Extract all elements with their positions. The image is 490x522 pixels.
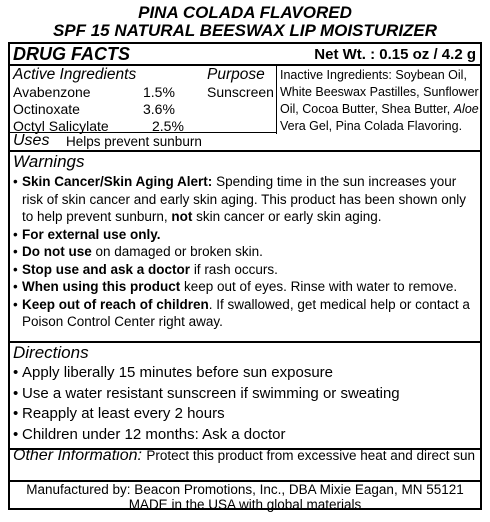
warning-label: For external use only.	[22, 226, 161, 242]
ingredients-section	[10, 66, 480, 134]
directions-section	[10, 343, 480, 447]
warnings-section	[10, 152, 480, 338]
warning-label: Stop use and ask a doctor	[22, 261, 191, 277]
warning-item: • Keep out of reach of children. If swallowed, get medical help or contact a Poison Control Center right away.	[22, 296, 477, 331]
active-ingredients-heading: Active Ingredients	[13, 66, 137, 83]
product-flavor-title: PINA COLADA FLAVORED	[138, 3, 352, 22]
warning-label: Keep out of reach of children	[22, 296, 209, 312]
warnings-list	[22, 173, 477, 331]
directions-list	[22, 363, 477, 445]
ingredient-percent: 2.5%	[152, 118, 184, 134]
inactive-ingredients-block	[280, 67, 480, 135]
direction-item: • Apply liberally 15 minutes before sun exposure	[22, 363, 477, 384]
inactive-label: Inactive Ingredients:	[280, 68, 392, 82]
warning-item	[22, 226, 477, 244]
inactive-text: Soybean Oil, White Beeswax Pastilles, Sunflower Oil, Cocoa Butter, Shea Butter,	[280, 68, 479, 116]
product-name-title: SPF 15 NATURAL BEESWAX LIP MOISTURIZER	[52, 21, 438, 40]
warning-item: • Skin Cancer/Skin Aging Alert: Spending time in the sun increases your risk of skin cancer and early skin aging. This product has been shown only to help prevent sunburn, not skin cancer or early skin aging.	[22, 173, 477, 226]
ingredient-percent: 1.5%	[143, 84, 175, 100]
warning-label: When using this product	[22, 279, 181, 294]
direction-item: • Reapply at least every 2 hours	[22, 404, 477, 425]
uses-text: Helps prevent sunburn	[66, 134, 202, 149]
inactive-aloe: Aloe	[453, 102, 479, 116]
warning-item: • When using this product keep out of eyes. Rinse with water to remove.	[22, 278, 477, 296]
warning-label: Skin Cancer/Skin Aging Alert:	[22, 174, 213, 189]
drug-facts-title-row	[10, 44, 480, 64]
ingredient-name: Avabenzone	[13, 84, 91, 100]
ingredient-name: Octyl Salicylate	[13, 118, 109, 134]
purpose-text: Sunscreen	[207, 84, 274, 100]
direction-item: • Children under 12 months: Ask a doctor	[22, 425, 477, 446]
direction-item: • Use a water resistant sunscreen if swimming or sweating	[22, 384, 477, 405]
ingredient-percent: 3.6%	[143, 101, 175, 117]
directions-heading: Directions	[13, 343, 89, 362]
purpose-heading: Purpose	[207, 66, 265, 83]
manufacturer-footer	[10, 482, 480, 510]
origin-line: MADE in the USA with global materials	[128, 497, 362, 512]
manufacturer-line: Manufactured by: Beacon Promotions, Inc., DBA Mixie Eagan, MN 55121	[26, 482, 464, 497]
column-divider	[276, 66, 277, 134]
warning-label: Do not use	[22, 244, 92, 259]
other-info-text: Protect this product from excessive heat and direct sun	[146, 448, 476, 463]
uses-section	[10, 133, 480, 151]
warnings-heading: Warnings	[13, 152, 85, 171]
warning-item: • Do not use on damaged or broken skin.	[22, 243, 477, 261]
inactive-text-2: Vera Gel, Pina Colada Flavoring.	[280, 119, 463, 133]
drug-facts-panel	[8, 42, 482, 510]
active-ingredient-row	[13, 101, 203, 118]
warning-item: • Stop use and ask a doctor if rash occurs.	[22, 261, 477, 279]
other-info-section	[10, 447, 480, 482]
drug-facts-title: DRUG FACTS	[13, 44, 130, 64]
active-ingredient-row	[13, 84, 203, 101]
purpose-block	[207, 66, 273, 102]
ingredient-name: Octinoxate	[13, 101, 80, 117]
other-info-heading: Other Information:	[13, 447, 142, 464]
uses-heading: Uses	[13, 132, 50, 149]
active-ingredients-block	[13, 66, 203, 135]
net-weight: Net Wt. : 0.15 oz / 4.2 g	[314, 46, 476, 63]
